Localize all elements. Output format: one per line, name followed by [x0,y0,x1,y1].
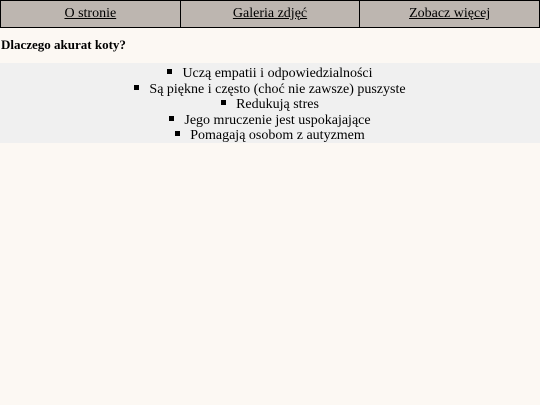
list-item [0,97,540,113]
nav-link-zobacz-wiecej[interactable]: Zobacz więcej [360,0,540,28]
list-item-text: Uczą empatii i odpowiedzialności [182,66,373,81]
square-bullet-icon [169,116,174,121]
nav-link-o-stronie[interactable]: O stronie [0,0,181,28]
square-bullet-icon [175,131,180,136]
square-bullet-icon [221,100,226,105]
list-item-text: Są piękne i często (choć nie zawsze) puszyste [149,81,406,97]
reasons-list-panel [0,63,540,143]
list-item [0,66,540,82]
nav-link-galeria-zdjec[interactable]: Galeria zdjęć [181,0,361,28]
list-item [0,82,540,98]
square-bullet-icon [167,69,172,74]
section-heading: Dlaczego akurat koty? [1,37,126,52]
reasons-list [0,66,540,144]
list-item [0,128,540,144]
square-bullet-icon [134,85,139,90]
list-item [0,113,540,129]
list-item-text: Redukują stres [236,97,319,112]
list-item-text: Pomagają osobom z autyzmem [190,128,365,143]
list-item-text: Jego mruczenie jest uspokajające [184,112,371,128]
top-navigation [0,0,540,28]
